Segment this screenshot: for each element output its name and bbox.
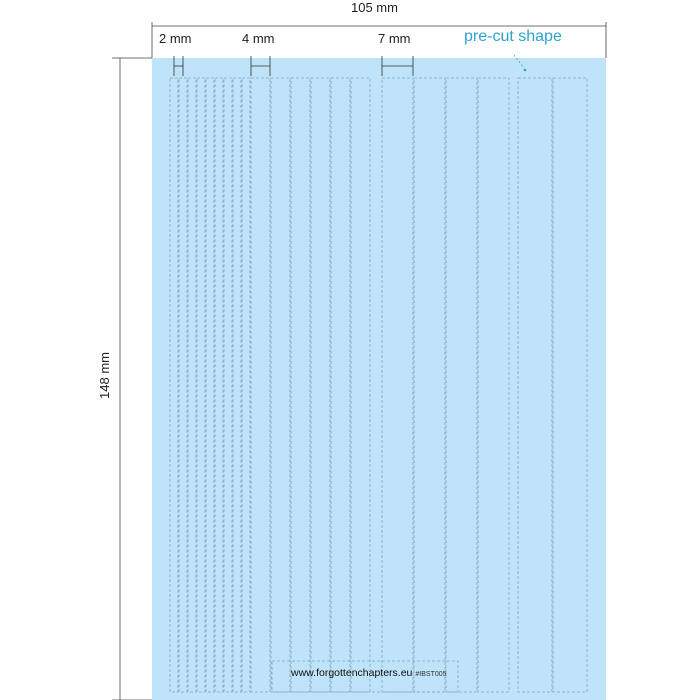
strip-4mm-2 [271,78,290,692]
strip-4mm-5 [331,78,350,692]
precut-pointer [514,55,526,71]
width-dimension-label: 105 mm [351,0,398,15]
wide-strip-1 [518,78,552,692]
strip-4mm-4 [311,78,330,692]
footer-website: www.forgottenchapters.eu [291,667,413,679]
strip-2mm-marker [174,56,183,76]
precut-shape-label: pre-cut shape [464,28,562,45]
strip-4mm-6 [351,78,370,692]
footer-label [291,667,447,679]
strip-2mm-9 [242,78,250,692]
strip-4mm-3 [291,78,310,692]
precut-strips [170,78,587,692]
footer-code: #IBST005 [415,671,447,678]
strip-2mm-1 [170,78,178,692]
strip-7mm-marker [382,56,413,76]
strip-7mm-2 [414,78,445,692]
strip-2mm-2 [179,78,187,692]
strip-2mm-7 [224,78,232,692]
strip-2mm-3 [188,78,196,692]
strip-2mm-6 [215,78,223,692]
strip-2mm-4 [197,78,205,692]
strip-7mm-label: 7 mm [378,31,411,46]
strip-2mm-label: 2 mm [159,31,192,46]
strip-7mm-3 [446,78,477,692]
wide-strip-2 [553,78,587,692]
height-dimension-label: 148 mm [96,352,112,399]
strip-4mm-label: 4 mm [242,31,275,46]
height-dimension [112,58,152,700]
strip-7mm-1 [382,78,413,692]
strip-7mm-4 [478,78,509,692]
strip-4mm-1 [251,78,270,692]
strip-2mm-5 [206,78,214,692]
strip-4mm-marker [251,56,270,76]
strip-2mm-8 [233,78,241,692]
strip-size-markers [174,56,413,76]
